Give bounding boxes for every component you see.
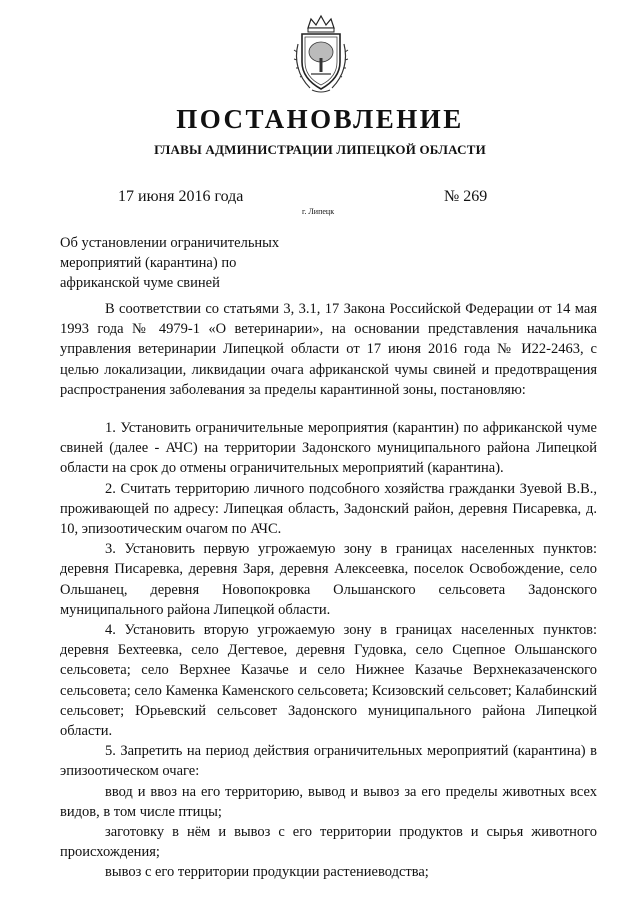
document-body bbox=[60, 299, 597, 883]
resolution-item: 4. Установить вторую угрожаемую зону в границах населенных пунктов: деревня Бехтеевка, село Дегтевое, деревня Гудовка, село Сцепное Ольшанского сельсовета; село Верхнее Казачье и село Нижнее Казачье Верхнеказаченского сельсовета; село Каменка Каменского сельсовета; Ксизовский сельсовет; Калабинский сельсовет; Юрьевский сельсовет Задонского муниципального района Липецкой области. bbox=[60, 622, 598, 740]
subject-line: Об установлении ограничительных bbox=[60, 235, 280, 251]
subject-line: мероприятий (карантина) по bbox=[60, 255, 237, 271]
document-title: ПОСТАНОВЛЕНИЕ bbox=[176, 104, 464, 134]
coat-of-arms-emblem bbox=[290, 14, 352, 94]
resolution-item: 1. Установить ограничительные мероприятия (карантин) по африканской чуме свиней (далее - АЧС) на территории Задонского муниципального района Липецкой области на срок до отмены ограничительных мероприятий (карантина). bbox=[60, 420, 597, 477]
document-date: 17 июня 2016 года bbox=[118, 188, 244, 205]
prohibition-item: вывоз с его территории продукции растениеводства; bbox=[105, 864, 429, 881]
prohibition-item: заготовку в нём и вывоз с его территории продуктов и сырья животного происхождения; bbox=[60, 824, 597, 861]
subject-line: африканской чуме свиней bbox=[60, 275, 220, 291]
prohibition-item: ввод и ввоз на его территорию, вывод и вывоз за его пределы животных всех видов, в том числе птицы; bbox=[60, 783, 597, 820]
document-city: г. Липецк bbox=[302, 207, 335, 216]
document-subject bbox=[60, 233, 330, 293]
resolution-item: 2. Считать территорию личного подсобного хозяйства гражданки Зуевой В.В., проживающей по адресу: Липецкая область, Задонский район, деревня Писаревка, д. 10, эпизоотическим очагом по АЧС. bbox=[60, 480, 597, 538]
resolution-item: 3. Установить первую угрожаемую зону в границах населенных пунктов: деревня Писаревка, деревня Заря, деревня Алексеевка, поселок Освобождение, село Ольшанец, деревня Новопокровка Ольшанского сельсовета Задонского муниципального района Липецкой области. bbox=[60, 541, 597, 618]
resolution-item: 5. Запретить на период действия ограничительных мероприятий (карантина) в эпизоотическом очаге: bbox=[60, 743, 597, 780]
issuing-authority: ГЛАВЫ АДМИНИСТРАЦИИ ЛИПЕЦКОЙ ОБЛАСТИ bbox=[154, 142, 486, 157]
preamble-paragraph: В соответствии со статьями 3, 3.1, 17 Закона Российской Федерации от 14 мая 1993 года № 4979-1 «О ветеринарии», на основании представления начальника управления ветеринарии Липецкой области от 17 июня 2016 года № И22-2463, с целью локализации, ликвидации очага африканской чумы свиней и предотвращения распространения заболевания за пределы карантинной зоны, постановляю: bbox=[60, 301, 597, 398]
document-number: № 269 bbox=[444, 188, 488, 205]
